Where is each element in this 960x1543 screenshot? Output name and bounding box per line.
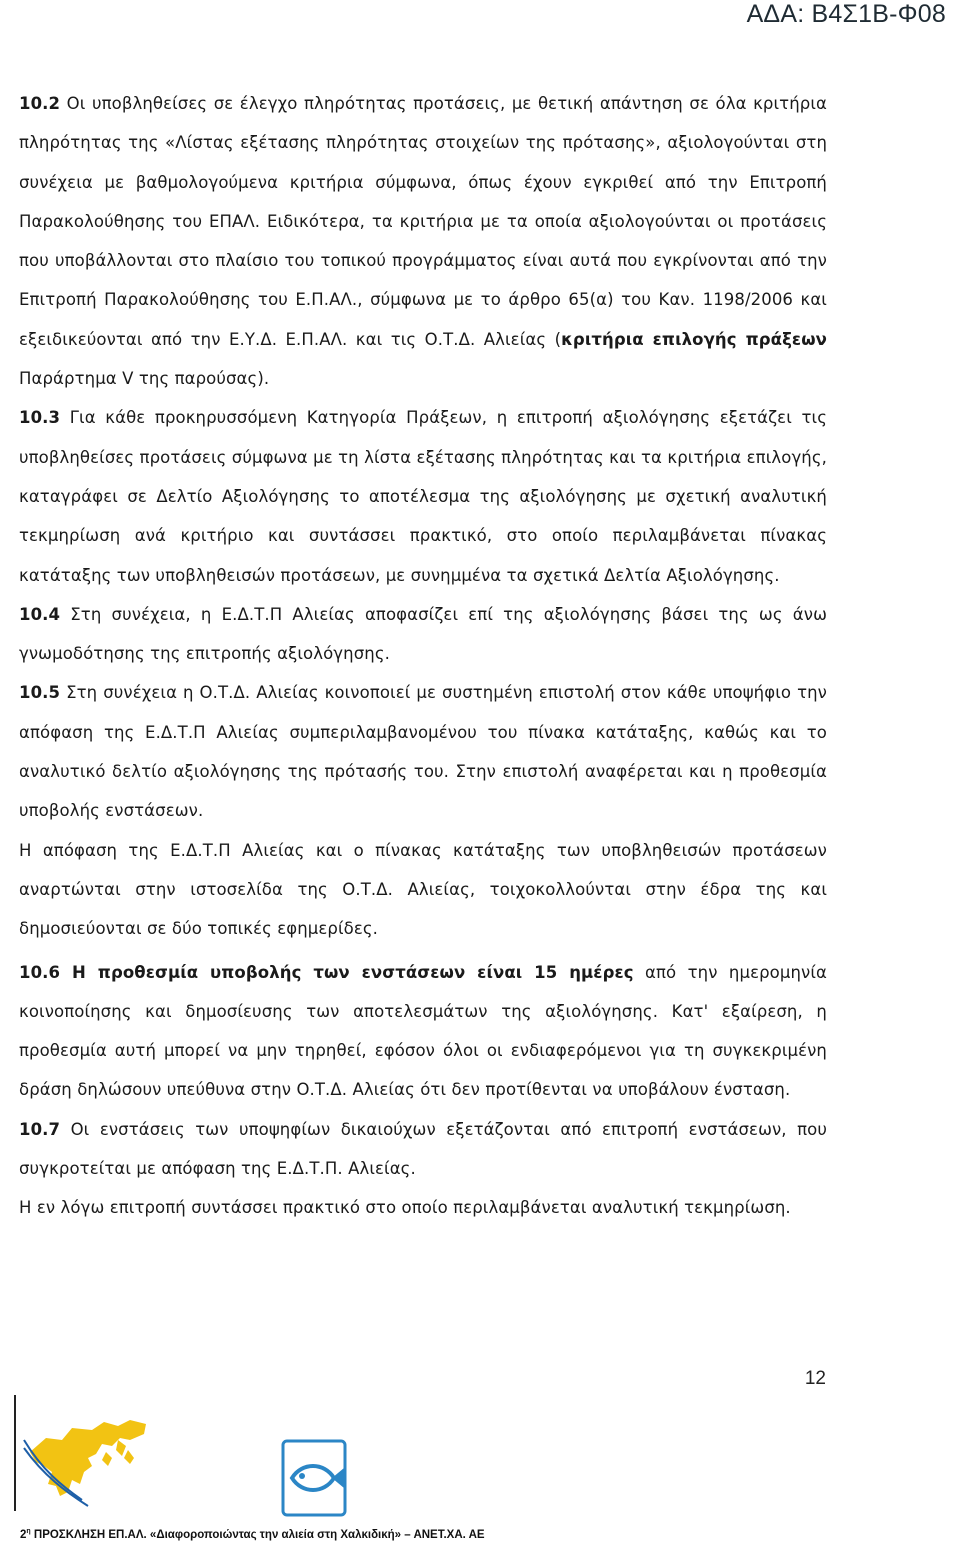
footer-divider xyxy=(14,1395,16,1511)
para-number: 10.4 xyxy=(19,604,61,624)
paragraph-10-7: 10.7 Οι ενστάσεις των υποψηφίων δικαιούχων εξετάζονται από επιτροπή ενστάσεων, που συγκροτείται με απόφαση της Ε.Δ.Τ.Π. Αλιείας. xyxy=(19,1119,827,1179)
document-code: ΑΔΑ: Β4Σ1Β-Φ08 xyxy=(746,0,946,28)
paragraph-10-2: 10.2 Οι υποβληθείσες σε έλεγχο πληρότητας προτάσεις, με θετική απάντηση σε όλα κριτήρια πληρότητας της «Λίστας εξέτασης πληρότητας στοιχείων της πρότασης», αξιολογούνται στη συνέχεια με βαθμολογούμενα κριτήρια σύμφωνα, όπως έχουν εγκριθεί από την Επιτροπή Παρακολούθησης του ΕΠΑΛ. Ειδικότερα, τα κριτήρια με τα οποία αξιολογούνται οι προτάσεις που υποβάλλονται στο πλαίσιο του τοπικού προγράμματος είναι αυτά που εγκρίνονται από την Επιτροπή Παρακολούθησης του Ε.Π.ΑΛ., σύμφωνα με το άρθρο 65(α) του Καν. 1198/2006 και εξειδικεύονται από την Ε.Υ.Δ. Ε.Π.ΑΛ. και τις Ο.Τ.Δ. Αλιείας (κριτήρια επιλογής πράξεων Παράρτημα V της παρούσας). xyxy=(19,94,827,389)
paragraph-decision: Η απόφαση της Ε.Δ.Τ.Π Αλιείας και ο πίνακας κατάταξης των υποβληθεισών προτάσεων αναρτώνται στην ιστοσελίδα της Ο.Τ.Δ. Αλιείας, τοιχοκολλούνται στην έδρα της και δημοσιεύονται σε δύο τοπικές εφημερίδες. xyxy=(19,840,827,939)
paragraph-10-6: 10.6 Η προθεσμία υποβολής των ενστάσεων είναι 15 ημέρες από την ημερομηνία κοινοποίησης και δημοσίευσης των αποτελεσμάτων της αξιολόγησης. Κατ' εξαίρεση, η προθεσμία αυτή μπορεί να μην τηρηθεί, εφόσον όλοι οι ενδιαφερόμενοι για τη συγκεκριμένη δράση δηλώσουν υπεύθυνα στην Ο.Τ.Δ. Αλιείας ότι δεν προτίθενται να υποβάλουν ένσταση. xyxy=(19,962,827,1100)
greece-map-logo xyxy=(22,1400,172,1512)
para-number: 10.2 xyxy=(19,94,61,113)
paragraph-10-4: 10.4 Στη συνέχεια, η Ε.Δ.Τ.Π Αλιείας αποφασίζει επί της αξιολόγησης βάσει της ως άνω γνωμοδότησης της επιτροπής αξιολόγησης. xyxy=(19,604,827,664)
paragraph-10-3: 10.3 Για κάθε προκηρυσσόμενη Κατηγορία Πράξεων, η επιτροπή αξιολόγησης εξετάζει τις υποβληθείσες προτάσεις σύμφωνα με τη λίστα εξέτασης πληρότητας και τα κριτήρια επιλογής, καταγράφει σε Δελτίο Αξιολόγησης το αποτέλεσμα της αξιολόγησης με σχετική αναλυτική τεκμηρίωση ανά κριτήριο και συντάσσει πρακτικό, στο οποίο περιλαμβάνεται πίνακας κατάταξης των υποβληθεισών προτάσεων, με συνημμένα τα σχετικά Δελτία Αξιολόγησης. xyxy=(19,408,827,585)
para-number: 10.5 xyxy=(19,683,61,703)
para-number: 10.6 xyxy=(19,962,61,982)
paragraph-10-5: 10.5 Στη συνέχεια η Ο.Τ.Δ. Αλιείας κοινοποιεί με συστημένη επιστολή στον κάθε υποψήφιο την απόφαση της Ε.Δ.Τ.Π Αλιείας συμπεριλαμβανομένου του πίνακα κατάταξης, καθώς και το αναλυτικό δελτίο αξιολόγησης της πρότασής του. Στην επιστολή αναφέρεται και η προθεσμία υποβολής ενστάσεων. xyxy=(19,683,827,821)
paragraph-committee: Η εν λόγω επιτροπή συντάσσει πρακτικό στο οποίο περιλαμβάνεται αναλυτική τεκμηρίωση. xyxy=(19,1198,791,1218)
page-number: 12 xyxy=(804,1368,826,1389)
fish-logo xyxy=(280,1438,348,1518)
para-number: 10.3 xyxy=(19,408,61,428)
footer-text: $2^\eta$ ΠΡΟΣΚΛΗΣΗ ΕΠ.ΑΛ. «Διαφοροποιώντας την αλιεία στη Χαλκιδική» – ΑΝΕΤ.ΧΑ. ΑΕ xyxy=(20,1528,485,1541)
document-body xyxy=(19,84,827,1228)
para-number: 10.7 xyxy=(19,1119,61,1139)
